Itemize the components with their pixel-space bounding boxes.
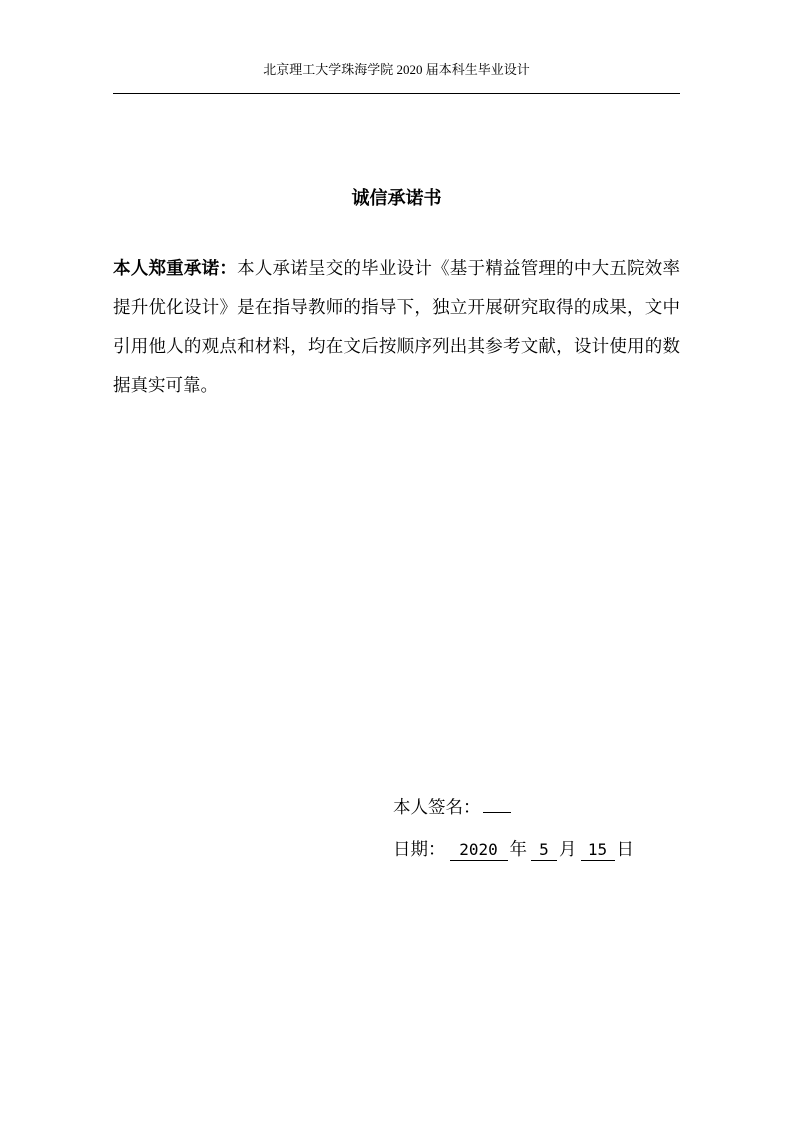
date-label: 日期： [393, 840, 446, 860]
date-day-unit: 日 [616, 840, 634, 860]
header-rule [113, 93, 680, 94]
signature-field[interactable] [483, 812, 511, 813]
commitment-paragraph [113, 250, 680, 406]
date-line [393, 838, 634, 862]
signature-label: 本人签名： [393, 798, 481, 818]
signature-line [393, 796, 511, 820]
commitment-lead: 本人郑重承诺： [113, 259, 238, 279]
page-header: 北京理工大学珠海学院 2020 届本科生毕业设计 [263, 62, 530, 77]
document-title: 诚信承诺书 [351, 188, 442, 209]
commitment-text: 本人承诺呈交的毕业设计《基于精益管理的中大五院效率提升优化设计》是在指导教师的指导下，独立开展研究取得的成果，文中引用他人的观点和材料，均在文后按顺序列出其参考文献，设计使用的数据真实可靠。 [113, 259, 681, 396]
date-year-field[interactable]: 2020 [450, 840, 508, 861]
date-month-field[interactable]: 5 [531, 840, 557, 861]
date-year-unit: 年 [509, 840, 527, 860]
date-day-field[interactable]: 15 [581, 840, 615, 861]
date-month-unit: 月 [559, 840, 577, 860]
